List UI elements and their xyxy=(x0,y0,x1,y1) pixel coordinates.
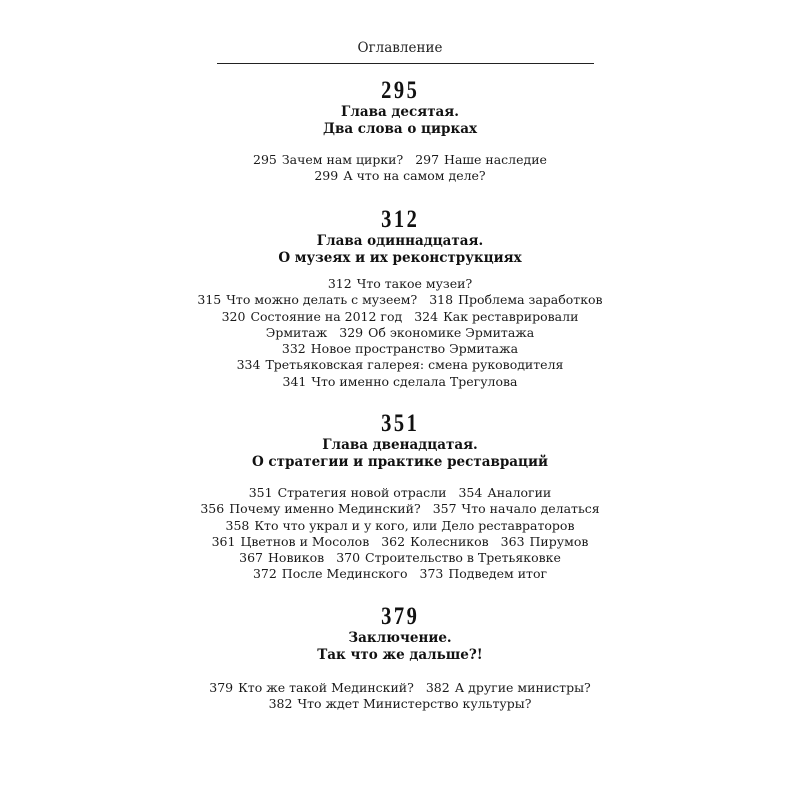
chapter-block xyxy=(0,411,800,583)
toc-entry[interactable] xyxy=(420,566,548,581)
chapter-entries xyxy=(0,276,800,390)
chapter-entries xyxy=(0,485,800,583)
header-rule xyxy=(217,63,594,64)
toc-entry[interactable] xyxy=(414,309,578,324)
entry-page-number: 356 xyxy=(200,501,225,517)
entry-line xyxy=(0,550,800,566)
toc-entry[interactable] xyxy=(269,696,532,711)
chapter-title-line: Заключение. xyxy=(348,630,452,646)
chapter-entries xyxy=(0,680,800,713)
chapter-block xyxy=(0,604,800,713)
chapter-page-number: 295 xyxy=(380,77,420,104)
toc-entry[interactable] xyxy=(339,325,534,340)
entry-title: Что ждет Министерство культуры? xyxy=(297,696,532,712)
chapter-block xyxy=(0,207,800,390)
chapter-title-line: Глава одиннадцатая. xyxy=(316,233,484,249)
chapter-title-line: Два слова о цирках xyxy=(322,121,478,137)
entry-line xyxy=(0,341,800,357)
entry-line xyxy=(0,374,800,390)
entry-page-number: 361 xyxy=(211,533,236,549)
entry-title: Новиков xyxy=(268,550,325,566)
entry-page-number: 373 xyxy=(419,566,444,582)
toc-entry[interactable] xyxy=(253,566,408,581)
entry-title: Цветнов и Мосолов xyxy=(240,533,370,549)
chapter-entries xyxy=(0,152,800,185)
toc-entry[interactable] xyxy=(249,485,447,500)
entry-page-number: 295 xyxy=(253,152,277,167)
toc-entry[interactable] xyxy=(237,357,564,372)
entry-line xyxy=(0,152,800,168)
toc-entry[interactable] xyxy=(415,152,547,167)
entry-title: Что такое музеи? xyxy=(356,276,473,291)
entry-page-number: 318 xyxy=(429,292,454,308)
entry-line xyxy=(0,680,800,696)
entry-title: Зачем нам цирки? xyxy=(281,152,404,167)
entry-page-number: 312 xyxy=(327,276,352,291)
entry-title: Об экономике Эрмитажа xyxy=(368,324,535,340)
toc-entry[interactable] xyxy=(314,168,485,183)
entry-line xyxy=(0,325,800,341)
entry-page-number: 341 xyxy=(282,373,307,389)
entry-page-number: 320 xyxy=(221,308,246,324)
entry-title: Состояние на 2012 год xyxy=(250,308,403,324)
entry-line xyxy=(0,485,800,501)
entry-page-number: 379 xyxy=(209,680,234,695)
toc-entry[interactable] xyxy=(222,309,403,324)
entry-line xyxy=(0,566,800,582)
entry-page-number: 367 xyxy=(239,550,264,566)
entry-title: Третьяковская галерея: смена руководителя xyxy=(265,357,564,373)
entry-line xyxy=(0,168,800,184)
entry-title: Колесников xyxy=(410,533,489,549)
entry-page-number: 297 xyxy=(415,152,440,167)
entry-title: А что на самом деле? xyxy=(343,168,486,184)
chapter-title-line: О стратегии и практике реставраций xyxy=(251,454,549,470)
entry-page-number: 362 xyxy=(381,533,406,549)
toc-entry[interactable] xyxy=(381,534,488,549)
entry-title: Проблема заработков xyxy=(458,292,603,308)
toc-entry[interactable] xyxy=(458,485,551,500)
entry-line xyxy=(0,501,800,517)
entry-line xyxy=(0,518,800,534)
toc-entry[interactable] xyxy=(226,518,575,533)
toc-entry[interactable] xyxy=(212,534,370,549)
toc-entry[interactable] xyxy=(433,501,600,516)
chapter-title-line: Глава десятая. xyxy=(341,104,459,120)
chapter-block xyxy=(0,78,800,185)
entry-line xyxy=(0,276,800,292)
entry-page-number: 372 xyxy=(252,566,277,582)
toc-entry[interactable] xyxy=(328,276,472,291)
chapter-title-line: О музеях и их реконструкциях xyxy=(278,250,522,266)
entry-page-number: 324 xyxy=(414,308,439,324)
entry-page-number: 370 xyxy=(336,550,361,566)
entry-title: Новое пространство Эрмитажа xyxy=(310,341,519,357)
entry-title: Кто что украл и у кого, или Дело реставраторов xyxy=(254,517,575,533)
chapter-title-line: Глава двенадцатая. xyxy=(322,437,478,453)
entry-page-number: 315 xyxy=(197,292,222,308)
entry-title: Эрмитаж xyxy=(265,324,328,340)
entry-title: Кто же такой Мединский? xyxy=(238,680,414,695)
entry-line xyxy=(0,309,800,325)
toc-entry[interactable] xyxy=(282,341,518,356)
entry-title: А другие министры? xyxy=(454,680,591,695)
chapter-page-number: 312 xyxy=(380,206,420,233)
toc-entry[interactable] xyxy=(253,152,403,167)
chapter-title-line: Так что же дальше?! xyxy=(317,647,483,663)
entry-page-number: 382 xyxy=(425,680,450,695)
toc-entry[interactable] xyxy=(197,292,417,307)
entry-title: Что начало делаться xyxy=(461,501,600,517)
entry-title: После Мединского xyxy=(281,566,408,582)
entry-line xyxy=(0,534,800,550)
toc-entry[interactable] xyxy=(239,550,324,565)
entry-page-number: 351 xyxy=(248,485,273,500)
toc-entry[interactable] xyxy=(209,680,414,695)
entry-page-number: 332 xyxy=(281,341,306,357)
toc-entry[interactable] xyxy=(429,292,602,307)
toc-entry[interactable] xyxy=(200,501,420,516)
entry-line xyxy=(0,292,800,308)
toc-entry[interactable] xyxy=(266,325,328,340)
entry-title: Стратегия новой отрасли xyxy=(277,485,447,500)
entry-page-number: 329 xyxy=(339,324,364,340)
entry-title: Что можно делать с музеем? xyxy=(226,292,418,308)
entry-page-number: 354 xyxy=(458,485,483,500)
chapter-page-number: 351 xyxy=(380,410,420,437)
entry-page-number: 334 xyxy=(236,357,261,373)
entry-title: Пирумов xyxy=(529,533,589,549)
entry-title: Почему именно Мединский? xyxy=(229,501,421,517)
entry-page-number: 358 xyxy=(225,517,250,533)
entry-page-number: 357 xyxy=(432,501,457,517)
entry-title: Как реставрировали xyxy=(443,308,579,324)
toc-entry[interactable] xyxy=(501,534,589,549)
entry-title: Наше наследие xyxy=(444,152,547,167)
entry-title: Аналогии xyxy=(487,485,552,500)
entry-title: Что именно сделала Трегулова xyxy=(311,373,518,389)
chapter-page-number: 379 xyxy=(380,603,420,630)
entry-page-number: 299 xyxy=(314,168,339,184)
running-header: Оглавление xyxy=(357,40,443,56)
entry-title: Строительство в Третьяковке xyxy=(365,550,561,566)
toc-entry[interactable] xyxy=(336,550,561,565)
toc-entry[interactable] xyxy=(283,374,518,389)
entry-page-number: 382 xyxy=(268,696,293,712)
entry-page-number: 363 xyxy=(500,533,525,549)
entry-line xyxy=(0,696,800,712)
entry-line xyxy=(0,357,800,373)
toc-entry[interactable] xyxy=(426,680,591,695)
entry-title: Подведем итог xyxy=(448,566,548,582)
